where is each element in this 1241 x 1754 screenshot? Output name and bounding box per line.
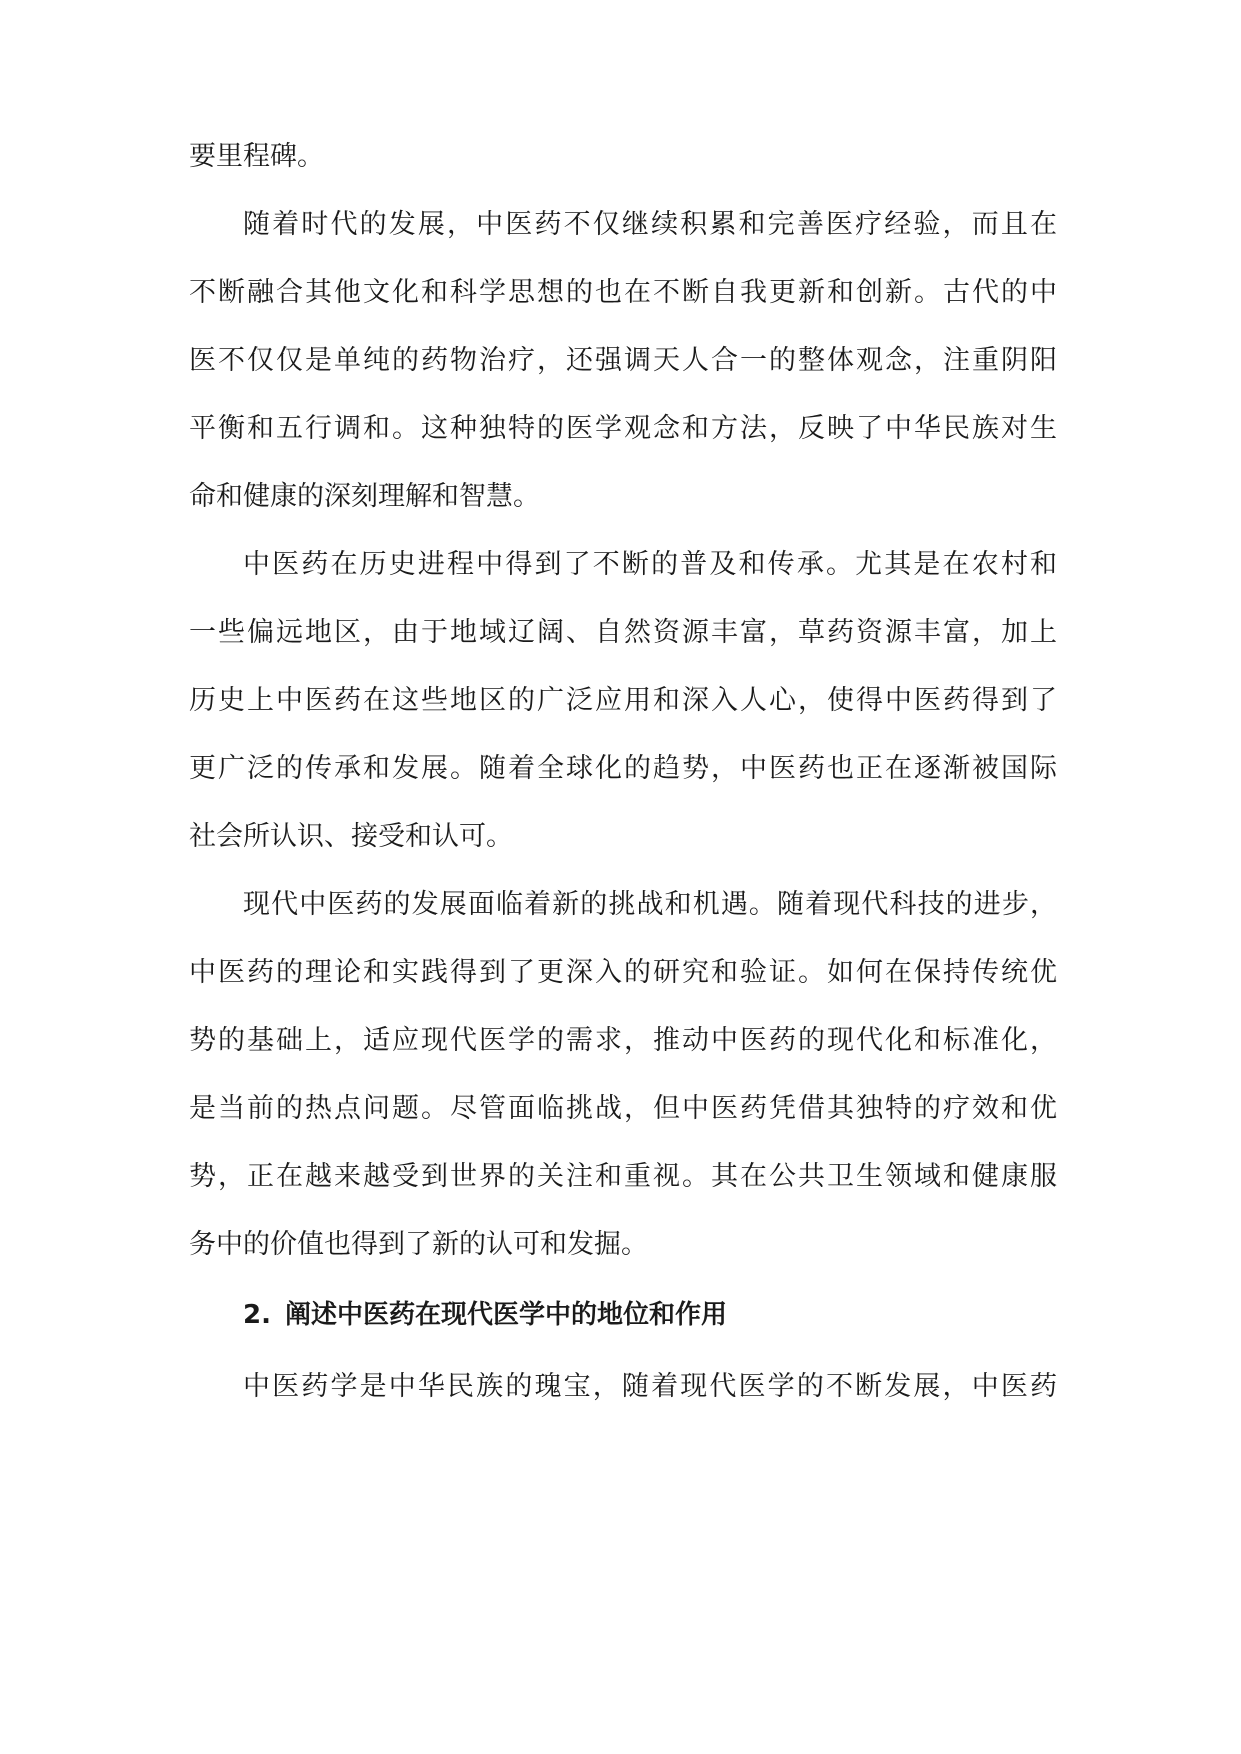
text-line: 社会所认识、接受和认可。 bbox=[189, 821, 513, 852]
text-line: 一些偏远地区，由于地域辽阔、自然资源丰富，草药资源丰富，加上 bbox=[189, 617, 1057, 648]
text-line: 随着时代的发展，中医药不仅继续积累和完善医疗经验，而且在 bbox=[243, 209, 1057, 240]
section-heading bbox=[243, 1298, 1057, 1332]
text-line: 医不仅仅是单纯的药物治疗，还强调天人合一的整体观念，注重阴阳 bbox=[189, 345, 1057, 376]
text-line: 务中的价值也得到了新的认可和发掘。 bbox=[189, 1229, 648, 1260]
text-line: 不断融合其他文化和科学思想的也在不断自我更新和创新。古代的中 bbox=[189, 277, 1057, 308]
text-line: 历史上中医药在这些地区的广泛应用和深入人心，使得中医药得到了 bbox=[189, 685, 1057, 716]
text-line: 势的基础上，适应现代医学的需求，推动中医药的现代化和标准化， bbox=[189, 1025, 1057, 1056]
text-line: 势，正在越来越受到世界的关注和重视。其在公共卫生领域和健康服 bbox=[189, 1161, 1057, 1192]
text-line: 中医药学是中华民族的瑰宝，随着现代医学的不断发展，中医药 bbox=[243, 1371, 1057, 1402]
text-line: 中医药的理论和实践得到了更深入的研究和验证。如何在保持传统优 bbox=[189, 957, 1057, 988]
text-line: 是当前的热点问题。尽管面临挑战，但中医药凭借其独特的疗效和优 bbox=[189, 1093, 1057, 1124]
paragraph-continuation bbox=[189, 140, 1057, 174]
section-title: 阐述中医药在现代医学中的地位和作用 bbox=[285, 1300, 728, 1330]
section-number: 2. bbox=[243, 1300, 271, 1330]
text-line: 命和健康的深刻理解和智慧。 bbox=[189, 481, 540, 512]
text-line: 现代中医药的发展面临着新的挑战和机遇。随着现代科技的进步， bbox=[243, 889, 1057, 920]
text-line: 更广泛的传承和发展。随着全球化的趋势，中医药也正在逐渐被国际 bbox=[189, 753, 1057, 784]
text-line: 中医药在历史进程中得到了不断的普及和传承。尤其是在农村和 bbox=[243, 549, 1057, 580]
text-line: 要里程碑。 bbox=[189, 141, 324, 172]
text-line: 平衡和五行调和。这种独特的医学观念和方法，反映了中华民族对生 bbox=[189, 413, 1057, 444]
